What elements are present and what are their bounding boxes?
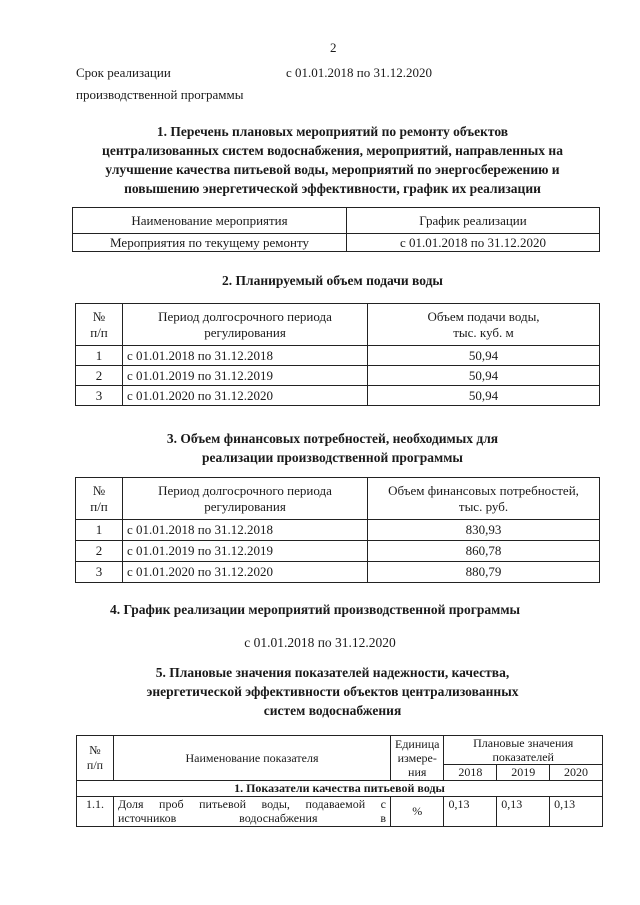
section1-title — [60, 122, 605, 198]
row-indicator-line2: источников водоснабжения в — [118, 811, 386, 825]
row-value: 50,94 — [368, 366, 600, 386]
header-volume — [368, 304, 600, 346]
header-period-line1: Период долгосрочного периода — [158, 308, 332, 324]
row-number: 1 — [76, 346, 123, 366]
header-event-name: Наименование мероприятия — [73, 208, 347, 234]
row-value-2018: 0,13 — [444, 797, 497, 827]
header-number-line1: № — [92, 308, 106, 324]
header-period — [123, 478, 368, 520]
table-header-row — [76, 304, 600, 346]
header-number-line1: № — [92, 482, 106, 498]
table-header-row — [73, 208, 600, 234]
header-period-line1: Период долгосрочного периода — [158, 482, 332, 498]
table-header-row — [76, 478, 600, 520]
section4-period: с 01.01.2018 по 31.12.2020 — [244, 635, 396, 650]
header-year: 2019 — [497, 765, 550, 781]
section3-title-line: реализации производственной программы — [202, 450, 463, 465]
table-row — [73, 234, 600, 252]
header-indicator-name: Наименование показателя — [114, 736, 391, 781]
section3-table — [75, 477, 600, 583]
header-year: 2018 — [444, 765, 497, 781]
section3-title-line: 3. Объем финансовых потребностей, необходимых для — [166, 431, 499, 446]
row-number: 1 — [76, 520, 123, 541]
header-finance-line2: тыс. руб. — [458, 498, 509, 514]
table-header-row — [77, 736, 603, 765]
section2-table — [75, 303, 600, 406]
table-row — [76, 520, 600, 541]
row-period: с 01.01.2019 по 31.12.2019 — [123, 366, 368, 386]
header-unit-line2: измере- — [397, 751, 437, 765]
term-label-line1: Срок реализации — [76, 65, 171, 80]
section1-title-line: централизованных систем водоснабжения, мероприятий, направленных на — [102, 143, 563, 158]
row-value: 860,78 — [368, 541, 600, 562]
row-value: 50,94 — [368, 386, 600, 406]
section3-title — [60, 429, 605, 467]
header-number-line2: п/п — [86, 758, 104, 772]
row-number: 2 — [76, 541, 123, 562]
header-number — [76, 478, 123, 520]
section1-title-line: 1. Перечень плановых мероприятий по ремонту объектов — [156, 124, 509, 139]
section5-title-line: энергетической эффективности объектов централизованных — [146, 684, 519, 699]
row-value: 880,79 — [368, 562, 600, 583]
row-number: 2 — [76, 366, 123, 386]
page-number: 2 — [330, 40, 337, 55]
section1-title-line: повышению энергетической эффективности, график их реализации — [124, 181, 541, 196]
section5-table — [76, 735, 603, 827]
header-number-line2: п/п — [90, 498, 108, 514]
term-value: с 01.01.2018 по 31.12.2020 — [286, 65, 432, 80]
table-row — [76, 346, 600, 366]
table-row — [77, 797, 603, 827]
row-value: 830,93 — [368, 520, 600, 541]
header-unit — [391, 736, 444, 781]
header-unit-line3: ния — [408, 765, 427, 779]
table-row — [76, 562, 600, 583]
header-number — [77, 736, 114, 781]
header-schedule: График реализации — [347, 208, 600, 234]
row-number: 1.1. — [77, 797, 114, 827]
table-row — [76, 541, 600, 562]
header-finance — [368, 478, 600, 520]
section1-table — [72, 207, 600, 252]
header-number-line2: п/п — [90, 324, 108, 340]
header-number-line1: № — [89, 743, 101, 757]
row-unit: % — [391, 797, 444, 827]
row-period: с 01.01.2020 по 31.12.2020 — [123, 562, 368, 583]
row-period: с 01.01.2018 по 31.12.2018 — [123, 346, 368, 366]
row-number: 3 — [76, 562, 123, 583]
row-period: с 01.01.2019 по 31.12.2019 — [123, 541, 368, 562]
table-row — [76, 386, 600, 406]
header-volume-line1: Объем подачи воды, — [427, 308, 540, 324]
table-group-row — [77, 781, 603, 797]
header-period — [123, 304, 368, 346]
header-planned-line1: Плановые значения — [473, 736, 574, 750]
header-period-line2: регулирования — [204, 498, 286, 514]
row-indicator-name — [114, 797, 391, 827]
event-name: Мероприятия по текущему ремонту — [73, 234, 347, 252]
row-value: 50,94 — [368, 346, 600, 366]
header-volume-line2: тыс. куб. м — [453, 324, 514, 340]
section4-title: 4. График реализации мероприятий производственной программы — [110, 602, 521, 617]
section5-title-line: 5. Плановые значения показателей надежности, качества, — [155, 665, 510, 680]
table-row — [76, 366, 600, 386]
row-indicator-line1: Доля проб питьевой воды, подаваемой с — [118, 797, 386, 811]
header-unit-line1: Единица — [395, 737, 440, 751]
group-title: 1. Показатели качества питьевой воды — [77, 781, 603, 797]
section2-title: 2. Планируемый объем подачи воды — [222, 273, 443, 288]
row-value-2020: 0,13 — [550, 797, 603, 827]
header-planned-values — [444, 736, 603, 765]
header-finance-line1: Объем финансовых потребностей, — [388, 482, 579, 498]
header-year: 2020 — [550, 765, 603, 781]
section5-title — [60, 663, 605, 720]
section1-title-line: улучшение качества питьевой воды, мероприятий по энергосбережению и — [105, 162, 560, 177]
row-period: с 01.01.2020 по 31.12.2020 — [123, 386, 368, 406]
event-schedule: с 01.01.2018 по 31.12.2020 — [347, 234, 600, 252]
row-value-2019: 0,13 — [497, 797, 550, 827]
header-number — [76, 304, 123, 346]
term-label-line2: производственной программы — [76, 87, 244, 102]
header-planned-line2: показателей — [492, 750, 554, 764]
row-number: 3 — [76, 386, 123, 406]
row-period: с 01.01.2018 по 31.12.2018 — [123, 520, 368, 541]
section5-title-line: систем водоснабжения — [263, 703, 402, 718]
header-period-line2: регулирования — [204, 324, 286, 340]
term-label — [76, 62, 244, 106]
